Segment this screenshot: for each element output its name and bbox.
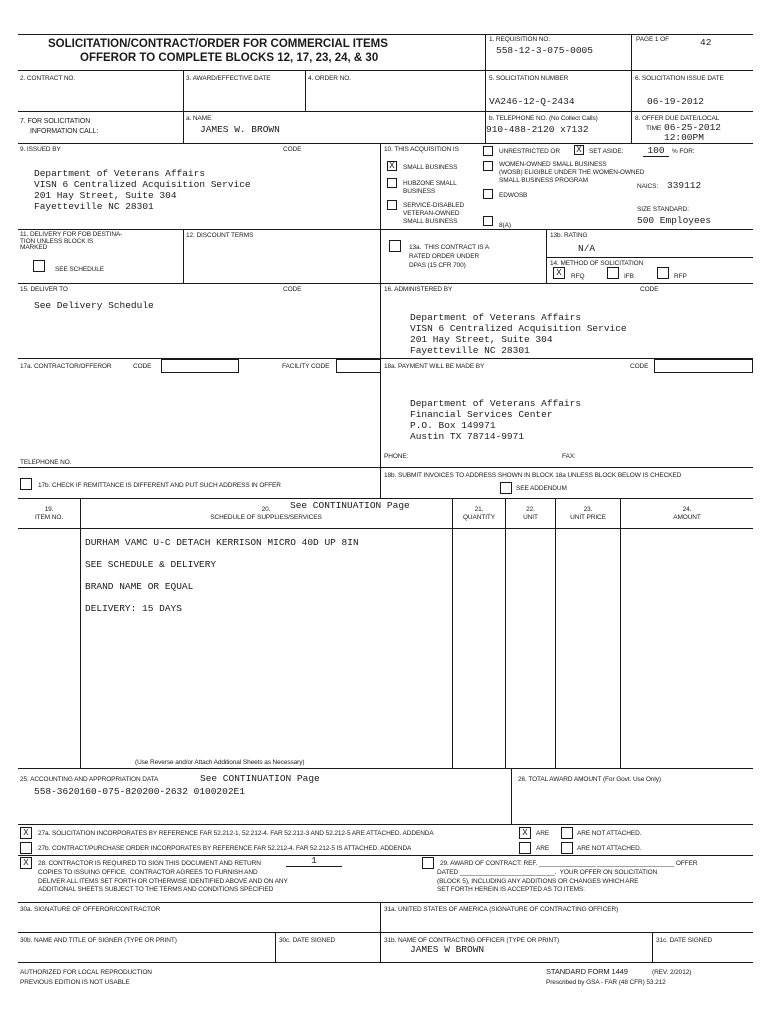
officer-name-value: JAMES W BROWN xyxy=(410,944,485,955)
unrestricted-label: UNRESTRICTED OR xyxy=(499,148,560,155)
schedule-footnote: (Use Reverse and/or Attach Additional Sheets as Necessary) xyxy=(135,759,305,766)
clause-27a-label: 27a. SOLICITATION INCORPORATES BY REFERENCE FAR 52.212-1, 52.212-4. FAR 52.212-3 AND 52.212-5 ARE ATTACHED. ADDENDA xyxy=(38,830,434,837)
footer-reproduction: AUTHORIZED FOR LOCAL REPRODUCTION xyxy=(20,969,152,976)
offer-time-label: TIME xyxy=(646,125,662,132)
signature-officer-label: 31a. UNITED STATES OF AMERICA (SIGNATURE OF CONTRACTING OFFICER) xyxy=(384,906,619,913)
payment-code-field[interactable] xyxy=(654,359,753,373)
signer-date-label: 30c. DATE SIGNED xyxy=(279,937,336,944)
clause-28-rest: COPIES TO ISSUING OFFICE. CONTRACTOR AGREES TO FURNISH AND DELIVER ALL ITEMS SET FORTH OR OTHERWISE IDENTIFIED ABOVE AND ON ANY ADDITIONAL SHEETS SUBJECT TO THE TERMS AND CONDITIONS SPECIFIED xyxy=(38,869,288,893)
see-addendum-label: SEE ADDENDUM xyxy=(516,485,567,492)
offer-due-label: 8. OFFER DUE DATE/LOCAL xyxy=(635,115,720,122)
solicitation-number-value: VA246-12-Q-2434 xyxy=(489,96,575,107)
edwosb-checkbox[interactable] xyxy=(483,189,493,199)
schedule-line-2: SEE SCHEDULE & DELIVERY xyxy=(85,559,217,570)
telephone-value: 910-488-2120 x7132 xyxy=(486,124,589,135)
set-aside-percent: 100 xyxy=(643,145,669,157)
set-aside-checkbox[interactable]: X xyxy=(574,145,584,155)
wosb-label: WOMEN-OWNED SMALL BUSINESS (WOSB) ELIGIBLE UNDER THE WOMEN-OWNED SMALL BUSINESS PROGRAM xyxy=(499,161,645,184)
telephone-label: b. TELEPHONE NO. (No Collect Calls) xyxy=(489,115,598,122)
solicitation-number-label: 5. SOLICITATION NUMBER xyxy=(489,75,569,82)
order-no-label: 4. ORDER NO. xyxy=(308,75,351,82)
issued-by-address: Department of Veterans Affairs VISN 6 Centralized Acquisition Service 201 Hay Street, Suite 304 Fayetteville NC 28301 xyxy=(34,168,251,212)
remittance-checkbox[interactable] xyxy=(20,478,32,490)
clause-28-line1: 28. CONTRACTOR IS REQUIRED TO SIGN THIS DOCUMENT AND RETURN xyxy=(38,860,261,867)
naics-label: NAICS: xyxy=(637,183,659,190)
clause-29-line1: 29. AWARD OF CONTRACT: REF. ________________ ______________________ OFFER xyxy=(440,860,698,867)
col-schedule-num: 20. xyxy=(261,506,271,513)
officer-name-label: 31b. NAME OF CONTRACTING OFFICER (TYPE OR PRINT) xyxy=(384,937,560,944)
deliver-to-code-label: CODE xyxy=(283,286,302,293)
clause-29-rest: DATED ___________________________. YOUR OFFER ON SOLICITATION (BLOCK 5), INCLUDING ANY ADDITIONS OR CHANGES WHICH ARE SET FORTH HEREIN IS ACCEPTED AS TO ITEMS: xyxy=(437,869,658,893)
contact-name: JAMES W. BROWN xyxy=(200,124,280,135)
clause-27a-are-label: ARE xyxy=(536,830,550,837)
footer-edition: PREVIOUS EDITION IS NOT USABLE xyxy=(20,979,130,986)
rated-order-checkbox[interactable] xyxy=(389,240,401,252)
hubzone-label: HUBZONE SMALL BUSINESS xyxy=(403,180,457,195)
issued-by-label: 9. ISSUED BY xyxy=(20,146,61,153)
payment-address: Department of Veterans Affairs Financial Services Center P.O. Box 149971 Austin TX 78714-9971 xyxy=(410,398,582,442)
administered-by-label: 16. ADMINISTERED BY xyxy=(384,286,453,293)
schedule-line-3: BRAND NAME OR EQUAL xyxy=(85,581,194,592)
sdvosb-checkbox[interactable] xyxy=(387,200,397,210)
set-aside-label: SET ASIDE: xyxy=(589,148,624,155)
issue-date-label: 6. SOLICITATION ISSUE DATE xyxy=(635,75,724,82)
ifb-checkbox[interactable] xyxy=(607,267,619,279)
clause-28-checkbox[interactable]: X xyxy=(20,857,32,869)
wosb-checkbox[interactable] xyxy=(483,161,493,171)
telephone-no-label: TELEPHONE NO. xyxy=(20,459,72,466)
rating-value: N/A xyxy=(578,243,596,254)
accounting-value: 558-3620160-075-820200-2632 0100202E1 xyxy=(34,786,245,797)
issue-date-value: 06-19-2012 xyxy=(647,96,705,107)
submit-invoices-label: 18b. SUBMIT INVOICES TO ADDRESS SHOWN IN BLOCK 18a UNLESS BLOCK BELOW IS CHECKED xyxy=(384,472,682,479)
unrestricted-checkbox[interactable] xyxy=(483,146,493,156)
rated-order-label: 13a. THIS CONTRACT IS A RATED ORDER UNDER DPAS (15 CFR 700) xyxy=(409,244,490,269)
small-business-checkbox[interactable]: X xyxy=(387,161,397,171)
info-call-label-1: 7. FOR SOLICITATION xyxy=(20,118,91,125)
col-unit: 22. UNIT xyxy=(523,506,538,521)
payment-code-label: CODE xyxy=(630,363,649,370)
clause-27b-checkbox[interactable] xyxy=(20,842,32,854)
clause-27b-are-label: ARE xyxy=(536,845,550,852)
contractor-code-field[interactable] xyxy=(161,359,239,373)
see-addendum-checkbox[interactable] xyxy=(500,482,512,494)
offer-due-date: 06-25-2012 xyxy=(664,122,722,133)
clause-27b-are-checkbox[interactable] xyxy=(519,842,531,854)
signature-offeror-label: 30a. SIGNATURE OF OFFEROR/CONTRACTOR xyxy=(20,906,161,913)
eight-a-checkbox[interactable] xyxy=(483,216,493,226)
size-standard-value: 500 Employees xyxy=(637,215,712,226)
administered-by-address: Department of Veterans Affairs VISN 6 Centralized Acquisition Service 201 Hay Street, Suite 304 Fayetteville NC 28301 xyxy=(410,312,627,356)
clause-27b-label: 27b. CONTRACT/PURCHASE ORDER INCORPORATES BY REFERENCE FAR 52.212-4. FAR 52.212-5 IS ATTACHED. ADDENDA xyxy=(38,845,412,852)
contractor-label: 17a. CONTRACTOR/OFFEROR xyxy=(20,363,112,370)
naics-value: 339112 xyxy=(667,180,702,191)
col-item-no: 19. ITEM NO. xyxy=(34,506,64,521)
footer-prescribed: Prescribed by GSA - FAR (48 CFR) 53.212 xyxy=(546,979,666,986)
col-schedule-label: SCHEDULE OF SUPPLIES/SERVICES xyxy=(210,514,322,521)
col-amount: 24. AMOUNT xyxy=(673,506,701,521)
phone-label: PHONE: xyxy=(384,453,409,460)
administered-code-label: CODE xyxy=(640,286,659,293)
col-quantity: 21. QUANTITY xyxy=(462,506,496,521)
clause-27a-are-not-checkbox[interactable] xyxy=(561,827,573,839)
accounting-label: 25. ACCOUNTING AND APPROPRIATION DATA xyxy=(20,776,159,783)
footer-form-name: STANDARD FORM 1449 xyxy=(546,967,628,976)
col-schedule-note: See CONTINUATION Page xyxy=(290,500,410,511)
size-standard-label: SIZE STANDARD: xyxy=(637,206,689,213)
accounting-note: See CONTINUATION Page xyxy=(200,773,320,784)
schedule-line-4: DELIVERY: 15 DAYS xyxy=(85,603,182,614)
name-label: a. NAME xyxy=(186,115,212,122)
discount-terms-label: 12. DISCOUNT TERMS xyxy=(186,232,254,239)
rfq-checkbox[interactable]: X xyxy=(553,267,565,279)
clause-27b-are-not-checkbox[interactable] xyxy=(561,842,573,854)
clause-27a-checkbox[interactable]: X xyxy=(20,827,32,839)
ifb-label: IFB xyxy=(624,273,634,280)
footer-revision: (REV. 2/2012) xyxy=(652,969,692,976)
clause-27a-are-checkbox[interactable]: X xyxy=(519,827,531,839)
officer-date-label: 31c. DATE SIGNED xyxy=(656,937,713,944)
small-business-label: SMALL BUSINESS xyxy=(403,164,458,171)
clause-29-checkbox[interactable] xyxy=(422,857,434,869)
percent-for-label: % FOR: xyxy=(672,148,695,155)
form-title-line1: SOLICITATION/CONTRACT/ORDER FOR COMMERCIAL ITEMS xyxy=(48,38,388,50)
see-schedule-label: SEE SCHEDULE xyxy=(55,266,105,273)
issued-by-code-label: CODE xyxy=(283,146,302,153)
remittance-label: 17b. CHECK IF REMITTANCE IS DIFFERENT AND PUT SUCH ADDRESS IN OFFER xyxy=(38,482,281,489)
deliver-to-value: See Delivery Schedule xyxy=(34,300,154,311)
sdvosb-label: SERVICE-DISABLED VETERAN-OWNED SMALL BUSINESS xyxy=(403,202,465,225)
page-count: 42 xyxy=(700,37,712,48)
acquisition-label: 10. THIS ACQUISITION IS xyxy=(384,146,459,153)
offer-due-time: 12:00PM xyxy=(664,132,704,143)
deliver-to-label: 15. DELIVER TO xyxy=(20,286,68,293)
total-award-label: 26. TOTAL AWARD AMOUNT (For Govt. Use Only) xyxy=(518,776,661,783)
contract-no-label: 2. CONTRACT NO. xyxy=(20,75,76,82)
hubzone-checkbox[interactable] xyxy=(387,178,397,188)
clause-28-copies: 1 xyxy=(286,856,342,867)
rfp-checkbox[interactable] xyxy=(657,267,669,279)
facility-code-field[interactable] xyxy=(336,359,381,373)
form-title-line2: OFFEROR TO COMPLETE BLOCKS 12, 17, 23, 24, & 30 xyxy=(80,52,379,64)
schedule-line-1: DURHAM VAMC U-C DETACH KERRISON MICRO 40D UP 8IN xyxy=(85,537,359,548)
facility-code-label: FACILITY CODE xyxy=(282,363,330,370)
rating-label: 13b. RATING xyxy=(550,232,588,239)
payment-label: 18a. PAYMENT WILL BE MADE BY xyxy=(384,363,485,370)
clause-27a-are-not-label: ARE NOT ATTACHED. xyxy=(577,830,642,837)
rfq-label: RFQ xyxy=(571,273,585,280)
fax-label: FAX: xyxy=(562,453,576,460)
info-call-label-2: INFORMATION CALL: xyxy=(30,128,99,135)
requisition-value: 558-12-3-075-0005 xyxy=(496,45,593,56)
rfp-label: RFP xyxy=(674,273,687,280)
delivery-fob-label: 11. DELIVERY FOR FOB DESTINA- TION UNLESS BLOCK IS MARKED xyxy=(20,231,123,251)
edwosb-label: EDWOSB xyxy=(499,192,528,199)
page-label: PAGE 1 OF xyxy=(636,36,669,43)
requisition-label: 1. REQUISITION NO. xyxy=(489,36,551,43)
signer-name-label: 30b. NAME AND TITLE OF SIGNER (TYPE OR PRINT) xyxy=(20,937,177,944)
clause-27b-are-not-label: ARE NOT ATTACHED. xyxy=(577,845,642,852)
method-label: 14. METHOD OF SOLICITATION xyxy=(550,260,644,267)
contractor-code-label: CODE xyxy=(133,363,152,370)
see-schedule-checkbox[interactable] xyxy=(33,260,45,272)
award-date-label: 3. AWARD/EFFECTIVE DATE xyxy=(186,75,271,82)
eight-a-label: 8(A) xyxy=(499,222,511,229)
col-unit-price: 23. UNIT PRICE xyxy=(570,506,606,521)
